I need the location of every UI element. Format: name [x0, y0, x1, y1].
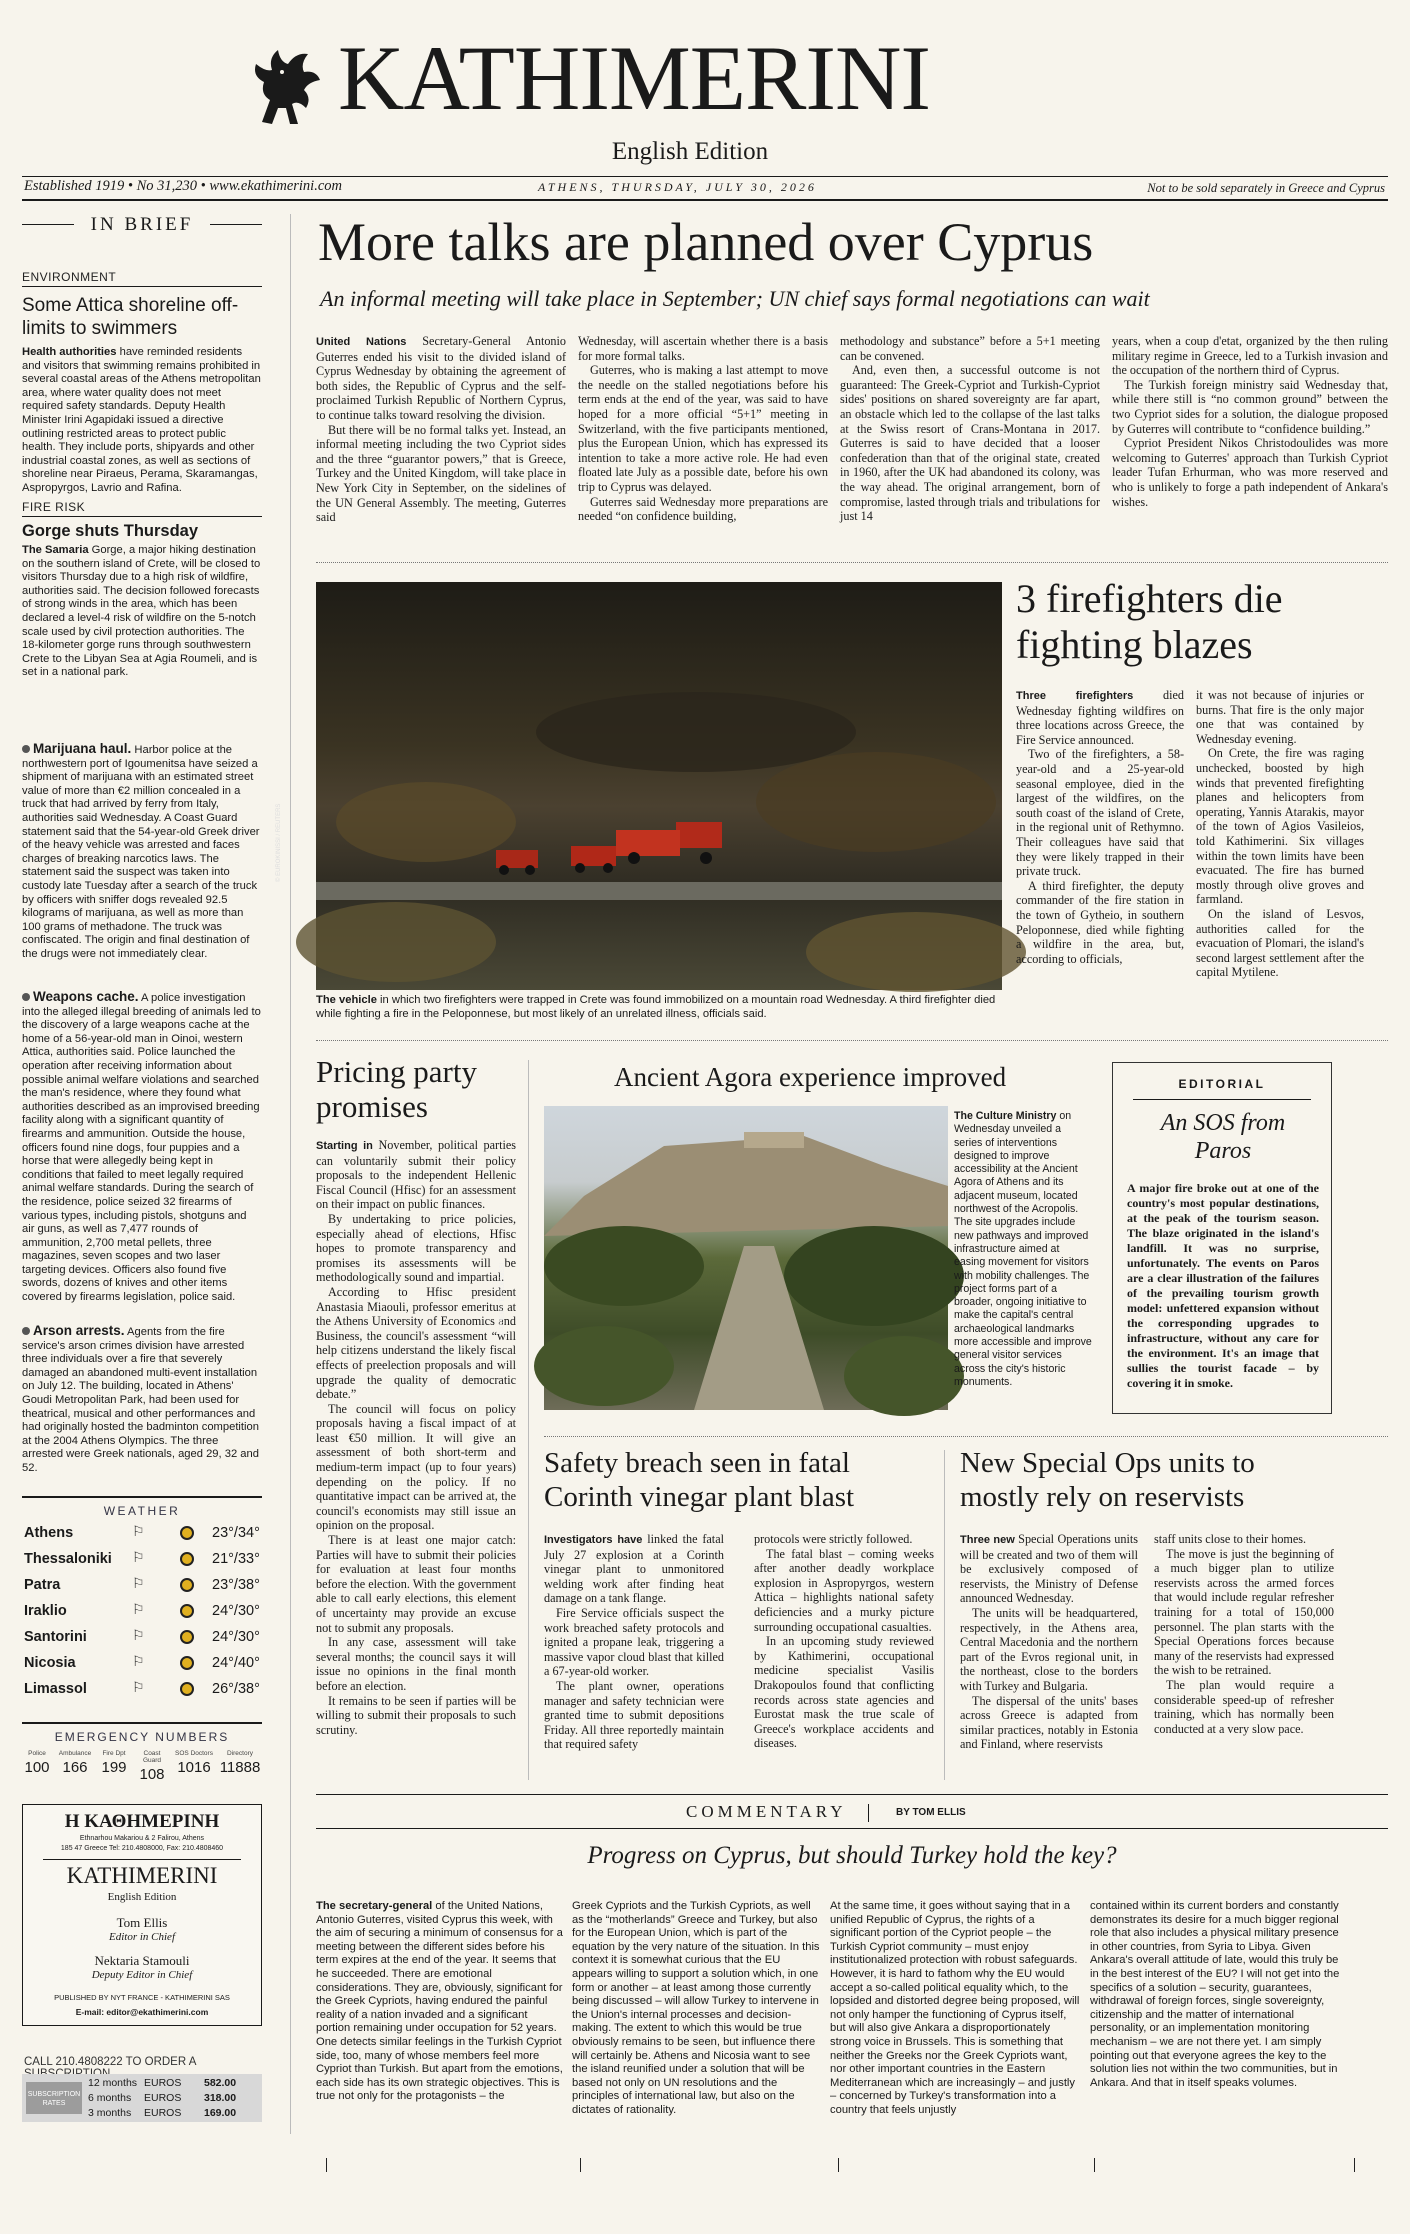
- environment-label: ENVIRONMENT: [22, 270, 117, 284]
- lead-paragraph: Guterres, who is making a last attempt to move the needle on the stalled negotiations before his term ends at the end of the year, was said to have hoped for a more official “5+1” meeting in Switzerland, with the five participants mentioned, plus the European Union, which has expressed its intention to take a more active role. He had even floated late July as a possible date, before his own trip to Cyprus was delayed.: [578, 363, 828, 494]
- shoreline-text: have reminded residents and visitors that swimming remains prohibited in several coastal areas of the Athens metropolitan area, where water quality does not meet required safety standards. Deputy Health Minister Irini Agapidaki issued a directive outlining restricted areas to protect public health. They include ports, shipyards and other industrial coastal zones, as well as sections of shoreline near Piraeus, Perama, Skaramangas, Aspropyrgos, Lavrio and Rafina.: [22, 346, 261, 494]
- specops-paragraph: The plan would require a considerable speed-up of refresher training, which has normally been conducted at a very slow pace.: [1154, 1677, 1334, 1736]
- specops-story: [960, 1446, 1340, 1786]
- weather-temp: 23°/34°: [212, 1525, 260, 1541]
- fire-photo-credit: © EUROKINISSI / REUTERS: [276, 803, 282, 882]
- weather-city: Iraklio: [24, 1603, 67, 1619]
- crop-marks: [0, 2150, 1410, 2210]
- wind-icon: ⚐: [132, 1550, 145, 1566]
- commentary-col-3: [830, 1900, 1082, 2118]
- imprint-deputy-role: Deputy Editor in Chief: [91, 1969, 193, 1981]
- caption-text: in which two firefighters were trapped in Crete was found immobilized on a mountain road Wednesday. A third firefighter died while fighting a fire in the Peloponnese, but most likely of an unrelated illness, officials said.: [316, 994, 996, 1020]
- specops-paragraph: The move is just the beginning of a much bigger plan to utilize reservists across the armed forces that would include regular refresher training for a total of 150,000 personnel. The plan starts with the Special Operations forces because many of the reservists had expressed the wish to be retrained.: [1154, 1546, 1334, 1678]
- specops-paragraph: Special Operations units will be created and two of them will be exclusively composed of reservists, the Ministry of Defense announced Wednesday.: [960, 1532, 1139, 1606]
- shoreline-body: [22, 346, 262, 496]
- agora-body: [954, 1110, 1092, 1389]
- masthead-title: KATHIMERINI: [338, 27, 931, 129]
- lead-paragraph: Guterres said Wednesday more preparations are needed “on confidence building,: [578, 494, 828, 524]
- lead-headline: More talks are planned over Cyprus: [318, 212, 1094, 272]
- imprint-box: [22, 1804, 262, 2026]
- lead-deck: An informal meeting will take place in September; UN chief says formal negotiations can wait: [320, 286, 1150, 311]
- lead-col-2: [578, 334, 828, 524]
- gorge-text: Gorge, a major hiking destination on the southern island of Crete, will be closed to visitors Thursday due to a high risk of wildfire, authorities said. The decision followed forecasts of strong winds in the area, which has been declared a level-4 risk of wildfire on the 5-notch scale used by civil protection authorities. The 18-kilometer gorge runs through southwestern Crete to the Libyan Sea at Agia Roumeli, and is set in a national park.: [22, 544, 261, 679]
- safety-col-2: [754, 1532, 934, 1751]
- agora-story: [500, 1054, 1092, 1424]
- emergency-number: 1016: [177, 1759, 211, 1776]
- weather-row: [22, 1676, 262, 1702]
- in-brief-header: IN BRIEF: [90, 214, 194, 235]
- emergency-number: 108: [139, 1766, 165, 1783]
- pricing-headline: Pricing party promises: [316, 1054, 477, 1124]
- pricing-paragraph: There is at least one major catch: Parties will have to submit their policies for evaluation at least four months before the election. With the government able to call early elections, this element of uncertainty may provide an excuse not to submit any proposals.: [316, 1533, 516, 1635]
- fire-caption: [316, 994, 1002, 1021]
- emergency-number: 199: [101, 1759, 127, 1776]
- fire-paragraph: died Wednesday fighting wildfires on three locations across Greece, the Fire Service announced.: [1016, 688, 1184, 747]
- subscription-label: SUBSCRIPTION RATES: [26, 2082, 82, 2114]
- bullet-icon: [22, 1327, 30, 1335]
- imprint-editor-role: Editor in Chief: [109, 1931, 175, 1943]
- fire-paragraph: On Crete, the fire was raging unchecked, boosted by high winds that prevented firefighting planes and helicopters from operating, Yannis Atarakis, mayor of the town of Agios Vasileios, told Kathimerini. Six villages within the town limits have been evacuated. The fire has burned mostly through olive groves and farmland.: [1196, 746, 1364, 907]
- emergency-number: 100: [24, 1759, 50, 1776]
- commentary-paragraph: of the United Nations, Antonio Guterres, visited Cyprus this week, with the aim of securing a minimum of consensus for a meeting between the different sides before his term expires at the end of the year. It seems that he succeeded. There are emotional considerations. They are, obviously, significant for the Greek Cypriots, having endured the painful reality of a nation invaded and a significant portion remaining under occupation for 52 years. One detects similar feelings in the Turkish Cypriot side, too, many of whose members feel more Cypriot than Turkish. But apart from the emotions, each side has its own strategic objectives. This is true not only for the protagonists – the: [316, 1900, 563, 2103]
- agora-text: on Wednesday unveiled a series of interventions designed to improve accessibility at the Ancient Agora of Athens and its adjacent museum, located northwest of the Acropolis. The site upgrades include new pathways and improved infrastructure aimed at easing movement for visitors with mobility challenges. The project forms part of a broader, ongoing initiative to make the capital's central archaeological landmarks more accessible and improve general visitor services across the city's historic monuments.: [954, 1110, 1092, 1388]
- griffin-logo-icon: [242, 42, 328, 130]
- agora-scene-illustration: [544, 1106, 948, 1410]
- emergency-number: 11888: [219, 1759, 261, 1776]
- weather-row: [22, 1572, 262, 1598]
- sun-icon: [180, 1578, 194, 1592]
- lead-col-4: [1112, 334, 1388, 509]
- safety-paragraph: In an upcoming study reviewed by Kathimerini, occupational medicine specialist Vasilis Drakopoulos found that conflicting records across state agencies and Eurostat mask the true scale of Greece's workplace accidents and diseases.: [754, 1634, 934, 1751]
- marijuana-head: Marijuana haul.: [33, 741, 132, 756]
- weapons-text: A police investigation into the alleged illegal breeding of animals led to the discovery of a large weapons cache at the home of a 56-year-old man in Oinoi, western Attica, authorities said. Police launched the operation after receiving information about possible animal welfare violations and searched the man's residence, where they found what authorities described as an improvised breeding facility along with a significant quantity of firearms and ammunition. Outside the house, officers found nine dogs, four puppies and a horse that were allegedly being kept in conditions that failed to meet legally required animal welfare standards. During the search of the residence, police seized 32 firearms of various types, including pistols, shotguns and air guns, as well as 7,477 rounds of ammunition, 2,700 metal pellets, three magazines, seven scopes and two laser targeting devices. Officers also found five swords, dozens of knives and other items covered by firearms legislation, police said.: [22, 992, 261, 1304]
- sale-notice: Not to be sold separately in Greece and Cyprus: [1147, 181, 1385, 195]
- weapons-head: Weapons cache.: [33, 989, 139, 1004]
- lead-story: [316, 210, 1388, 546]
- commentary-paragraph: At the same time, it goes without saying that in a unified Republic of Cyprus, the rights of a significant portion of the Cypriot people – the Turkish Cypriot community – must enjoy institutionalized protection with robust safeguards. However, it is hard to fathom why the EU would accept a so-called political equality which, to the lopsided and distorted degree being proposed, will not only hamper the functioning of Cyprus itself, but will also give Ankara a disproportionately strong voice in Brussels. This is something that neither the Greeks nor the Greek Cypriots want, nor other important countries in the Eastern Mediterranean which are increasingly – and justly – concerned by Turkey's transformation into a country that feels unjustly: [830, 1900, 1080, 2116]
- imprint-paper: KATHIMERINI: [66, 1863, 218, 1888]
- brief-weapons: [22, 990, 262, 1305]
- weather-row: [22, 1650, 262, 1676]
- pricing-dropin: Starting in: [316, 1140, 373, 1152]
- fire-col-1: [1016, 688, 1184, 966]
- imprint-email: E-mail: editor@ekathimerini.com: [75, 2007, 209, 2017]
- imprint-deputy: Nektaria Stamouli: [94, 1953, 190, 1968]
- lead-col-3: [840, 334, 1100, 524]
- imprint-address: Ethnarhou Makariou & 2 Falirou, Athens: [79, 1835, 205, 1842]
- safety-paragraph: Fire Service officials suspect the work breached safety protocols and ignited a propane leak, triggering a massive vapor cloud blast that killed a 67-year-old worker.: [544, 1605, 724, 1679]
- brief-arson: [22, 1324, 262, 1476]
- commentary-paragraph: contained within its current borders and constantly demonstrates its desire for a much bigger regional role that also includes a physical military presence in other countries, from Syria to Libya. Given Ankara's overall attitude of late, would this truly be in the best interest of the EU? I will not get into the specifics of a solution – security, guarantees, withdrawal of foreign forces, single sovereignty, citizenship and the matter of international personality, or an implementation monitoring mechanism – we are not there yet. I am simply pointing out that everyone agrees the key to the solution lies not within the two communities, but in Ankara. And that in itself speaks volumes.: [1090, 1900, 1340, 2089]
- fire-paragraph: it was not because of injuries or burns. That fire is the only major one that was contained by Wednesday evening.: [1196, 688, 1364, 746]
- fire-story: [276, 576, 1388, 1026]
- specops-headline: New Special Ops units to mostly rely on reservists: [960, 1447, 1255, 1513]
- sub-price: 582.00: [204, 2077, 237, 2089]
- pricing-paragraph: It remains to be seen if parties will be willing to submit their proposals to such scrutiny.: [316, 1693, 516, 1737]
- dateline: ATHENS, THURSDAY, JULY 30, 2026: [538, 180, 817, 194]
- commentary-section: [316, 1794, 1388, 2134]
- commentary-headline: Progress on Cyprus, but should Turkey hold the key?: [587, 1842, 1117, 1869]
- sub-period: 12 months: [88, 2077, 138, 2089]
- weather-row: [22, 1520, 262, 1546]
- wind-icon: ⚐: [132, 1602, 145, 1618]
- specops-col-2: [1154, 1532, 1334, 1736]
- brief-marijuana: [22, 742, 262, 962]
- agora-dropin: The Culture Ministry: [954, 1110, 1057, 1122]
- emergency-number: 166: [62, 1759, 88, 1776]
- editorial-title: An SOS from Paros: [1160, 1110, 1286, 1164]
- safety-paragraph: The fatal blast – coming weeks after another deadly workplace explosion in Aspropyrgos, western Attica – highlights national safety deficiencies and a murky picture surrounding occupational casualties.: [754, 1546, 934, 1634]
- caption-lead: The vehicle: [316, 994, 377, 1006]
- weather-box: [22, 1496, 262, 1708]
- emergency-box: [22, 1722, 262, 1783]
- fire-paragraph: On the island of Lesvos, authorities called for the evacuation of Plomari, the island's second largest settlement after the capital Mytilene.: [1196, 906, 1364, 980]
- commentary-col-4: [1090, 1900, 1346, 2090]
- weather-city: Limassol: [24, 1681, 87, 1697]
- commentary-paragraph: Greek Cypriots and the Turkish Cypriots, as well as the “motherlands” Greece and Turkey, but also for the European Union, which is part of the equation by the very nature of the situation. In this context it is somewhat curious that the EU appears willing to support a solution which, in one form or another – at least among those currently being discussed – will allow Turkey to intervene in the Union's internal processes and decision-making. The extent to which this would be true obviously remains to be seen, but influence there will certainly be. Athens and Nicosia want to see the island reunified under a solution that will be based not only on UN resolutions and the principles of international law, but also on the dictates of rationality.: [572, 1900, 820, 2116]
- safety-dropin: Investigators have: [544, 1534, 643, 1546]
- sun-icon: [180, 1656, 194, 1670]
- lead-paragraph: Wednesday, will ascertain whether there is a basis for more formal talks.: [578, 334, 828, 363]
- pricing-paragraph: According to Hfisc president Anastasia Miaouli, professor emeritus at the Athens University of Economics and Business, the council's assessment “will help citizens understand the likely fiscal effects of preelection proposals and will upgrade the quality of democratic debate.”: [316, 1284, 516, 1402]
- fire-paragraph: Two of the firefighters, a 58-year-old and a 25-year-old seasonal employee, died in the largest of the wildfires, on the south coast of the island of Crete, in the regional unit of Rethymno. Their colleagues have said that they were likely trapped in their private truck.: [1016, 747, 1184, 879]
- lead-dropin: United Nations: [316, 336, 407, 348]
- pricing-paragraph: The council will focus on policy proposals having a fiscal impact of at least €50 million. It will give an assessment of both short-term and medium-term impact (up to four years) depending on the policy. If no quantitative impact can be arrived at, the council's economists may still issue an opinion on the proposal.: [316, 1401, 516, 1533]
- emergency-label: SOS Doctors: [175, 1750, 213, 1757]
- safety-col-1: [544, 1532, 724, 1752]
- subscription-row: [88, 2077, 258, 2089]
- weather-row: [22, 1598, 262, 1624]
- weather-temp: 26°/38°: [212, 1681, 260, 1697]
- sub-price: 318.00: [204, 2092, 237, 2104]
- sun-icon: [180, 1552, 194, 1566]
- lead-paragraph: And, even then, a successful outcome is not guaranteed: The Greek-Cypriot and Turkish-Cypriot sides' positions on shared sovereignty are far apart, an obstacle which led to the collapse of the last talks at the Swiss resort of Crans-Montana in 2017. Guterres is said to have decided that a looser confederation than that of the original state, created in 1960, after the UK had abandoned its colony, was the way ahead. The original arrangement, born of compromise, lasted through trials and tribulations for just 14: [840, 363, 1100, 524]
- pricing-paragraph: November, political parties can voluntarily submit their policy proposals to the independent Hellenic Fiscal Council (Hfisc) for an assessment on their impact on public finances.: [316, 1138, 517, 1212]
- imprint-edition: English Edition: [107, 1891, 177, 1903]
- fire-paragraph: A third firefighter, the deputy commander of the fire station in the town of Gytheio, in southern Peloponnese, died while fighting a wildfire in the area, but, according to officials,: [1016, 878, 1184, 966]
- imprint-editor: Tom Ellis: [116, 1915, 168, 1930]
- sub-currency: EUROS: [144, 2077, 182, 2089]
- fire-scene-illustration: [316, 582, 1002, 990]
- marijuana-text: Harbor police at the northwestern port of Igoumenitsa have seized a shipment of marijuana with an estimated street value of more than €2 million concealed in a truck that had arrived by ferry from Italy, authorities said Wednesday. A Coast Guard statement said that the 54-year-old Greek driver of the heavy vehicle was arrested and faces charges of breaking narcotics laws. The statement said the suspect was taken into custody late Tuesday after a search of the truck by officers with sniffer dogs revealed 92.5 kilograms of marijuana, as well as more than 100 grams of methadone. The truck was confiscated. The origin and final destination of the drugs were not immediately clear.: [22, 744, 260, 960]
- weather-temp: 24°/30°: [212, 1603, 260, 1619]
- sun-icon: [180, 1604, 194, 1618]
- lead-paragraph: years, when a coup d'etat, organized by the then ruling military regime in Greece, led to a Turkish invasion and the occupation of the northern third of Cyprus.: [1112, 334, 1388, 378]
- editorial-box: [1112, 1062, 1332, 1414]
- commentary-dropin: The secretary-general: [316, 1900, 433, 1912]
- specops-col-1: [960, 1532, 1138, 1752]
- gorge-body: [22, 544, 262, 680]
- emergency-label: Ambulance: [58, 1750, 92, 1757]
- gorge-headline: Gorge shuts Thursday: [22, 522, 199, 540]
- lead-col-1: [316, 334, 566, 525]
- shoreline-headline: Some Attica shoreline off-limits to swimmers: [22, 295, 239, 339]
- imprint-publisher: PUBLISHED BY NYT FRANCE - KATHIMERINI SAS: [54, 1993, 230, 2002]
- weather-temp: 24°/40°: [212, 1655, 260, 1671]
- sub-period: 3 months: [88, 2107, 132, 2119]
- fire-col-2: [1196, 688, 1364, 980]
- wind-icon: ⚐: [132, 1524, 145, 1540]
- emergency-item: [134, 1750, 170, 1783]
- specops-paragraph: staff units close to their homes.: [1154, 1532, 1307, 1546]
- emergency-item: [22, 1750, 52, 1776]
- emergency-label: Police: [28, 1750, 46, 1757]
- wind-icon: ⚐: [132, 1654, 145, 1670]
- pricing-story: [316, 1054, 516, 1774]
- weather-city: Athens: [24, 1525, 74, 1541]
- weather-row: [22, 1546, 262, 1572]
- commentary-label: COMMENTARY: [686, 1802, 847, 1821]
- emergency-item: [174, 1750, 214, 1776]
- bullet-icon: [22, 745, 30, 753]
- safety-paragraph: protocols were strictly followed.: [754, 1532, 913, 1546]
- agora-photo-credit: © ATHENS / EUROKINISSI: [500, 1262, 506, 1336]
- specops-dropin: Three new: [960, 1534, 1015, 1546]
- sun-icon: [180, 1526, 194, 1540]
- agora-photo: [500, 1106, 948, 1410]
- sub-currency: EUROS: [144, 2092, 182, 2104]
- weather-temp: 21°/33°: [212, 1551, 260, 1567]
- wind-icon: ⚐: [132, 1628, 145, 1644]
- commentary-col-2: [572, 1900, 822, 2118]
- weather-temp: 23°/38°: [212, 1577, 260, 1593]
- arson-text: Agents from the fire service's arson crimes division have arrested three individuals over a fire that severely damaged an abandoned multi-event installation on July 12. The building, located in Athens' Goudi Metropolitan Park, had been used for theatrical, musical and other performances and had originally hosted the badminton competition at the 2004 Athens Olympics. The three arrested were Greek nationals, aged 29, 32 and 52.: [22, 1326, 259, 1474]
- editorial-label: EDITORIAL: [1178, 1077, 1266, 1091]
- specops-paragraph: The units will be headquartered, respectively, in the Athens area, Central Macedonia and the northern part of the Evros regional unit, in the northeast, close to the borders with Turkey and Bulgaria.: [960, 1605, 1138, 1693]
- emergency-item: [98, 1750, 130, 1776]
- weather-city: Santorini: [24, 1629, 87, 1645]
- weather-city: Patra: [24, 1577, 61, 1593]
- safety-headline: Safety breach seen in fatal Corinth vinegar plant blast: [544, 1447, 855, 1513]
- pricing-paragraph: By undertaking to price policies, especially ahead of elections, Hfisc hopes to promote transparency and promises its assessments will be methodologically sound and impartial.: [316, 1211, 516, 1285]
- emergency-label: Fire Dpt: [102, 1750, 126, 1757]
- sun-icon: [180, 1630, 194, 1644]
- sun-icon: [180, 1682, 194, 1696]
- shoreline-lead: Health authorities: [22, 346, 117, 358]
- safety-paragraph: linked the fatal July 27 explosion at a Corinth vinegar plant to unmonitored welding work after finding heat damage on a tank flange.: [544, 1532, 724, 1606]
- masthead: [0, 0, 1410, 200]
- weather-row: [22, 1624, 262, 1650]
- arson-head: Arson arrests.: [33, 1323, 125, 1338]
- subscription-box: [22, 2046, 262, 2122]
- subscription-row: [88, 2107, 258, 2119]
- editorial-text: A major fire broke out at one of the country's most popular destinations, at the peak of the tourism season. The blaze originated in the island's landfill. It was no surprise, unfortunately. The events on Paros are a clear illustration of the failures of the prevailing tourism growth model: unfettered expansion without the corresponding upgrades to infrastructure, without any care for the environment. It's an image that sullies the tourist facade – by covering it in smoke.: [1127, 1181, 1319, 1390]
- weather-city: Nicosia: [24, 1655, 76, 1671]
- wind-icon: ⚐: [132, 1680, 145, 1696]
- sub-period: 6 months: [88, 2092, 132, 2104]
- weather-temp: 24°/30°: [212, 1629, 260, 1645]
- fire-risk-label: FIRE RISK: [22, 500, 86, 514]
- sub-price: 169.00: [204, 2107, 237, 2119]
- masthead-edition: English Edition: [611, 138, 769, 165]
- agora-headline: Ancient Agora experience improved: [614, 1062, 1007, 1092]
- emergency-item: [218, 1750, 262, 1776]
- weather-city: Thessaloniki: [24, 1551, 112, 1567]
- emergency-item: [56, 1750, 94, 1776]
- gorge-lead: The Samaria: [22, 544, 89, 556]
- fire-truck-photo: [276, 582, 1002, 990]
- emergency-label: Coast Guard: [142, 1750, 162, 1764]
- fire-dropin: Three firefighters: [1016, 690, 1134, 702]
- greek-title: Η ΚΑΘΗΜΕΡΙΝΗ: [64, 1811, 220, 1832]
- emergency-header: EMERGENCY NUMBERS: [54, 1730, 230, 1744]
- commentary-byline: BY TOM ELLIS: [896, 1807, 966, 1818]
- safety-story: [544, 1446, 934, 1786]
- lead-paragraph: Cypriot President Nikos Christodoulides was more welcoming to Guterres' approach than Turkish Cypriot leader Tufan Erhurman, who was more reserved and who is unlikely to forge a path independent of Ankara's wishes.: [1112, 436, 1388, 509]
- lead-paragraph: methodology and substance” before a 5+1 meeting can be convened.: [840, 334, 1100, 363]
- imprint-phones: 185 47 Greece Tel: 210.4808000, Fax: 210.4808460: [60, 1845, 224, 1852]
- lead-paragraph: But there will be no formal talks yet. Instead, an informal meeting including the two Cypriot sides and the three “guarantor powers,” that is Greece, Turkey and the United Kingdom, will take place in New York City in September, on the sidelines of the UN General Assembly. The meeting, Guterres said: [316, 422, 566, 525]
- sub-currency: EUROS: [144, 2107, 182, 2119]
- specops-paragraph: The dispersal of the units' bases across Greece is adapted from similar practices, notably in Estonia and Finland, where reservists: [960, 1693, 1138, 1752]
- established-line: Established 1919 • No 31,230 • www.ekathimerini.com: [24, 178, 342, 194]
- lead-paragraph: Secretary-General Antonio Guterres ended his visit to the divided island of Cyprus Wednesday by obtaining the agreement of both sides, the Republic of Cyprus and the self-proclaimed Turkish Republic of Northern Cyprus, to continue talks toward resolving the division.: [316, 334, 566, 422]
- pricing-paragraph: In any case, assessment will take several months; the council says it will issue no opinions in the final month before an election.: [316, 1635, 516, 1693]
- subscription-row: [88, 2092, 258, 2104]
- commentary-col-1: [316, 1900, 564, 2104]
- fire-headline: 3 firefighters die fighting blazes: [1016, 576, 1283, 667]
- emergency-label: Directory: [226, 1750, 253, 1757]
- weather-header: WEATHER: [103, 1504, 181, 1518]
- safety-paragraph: The plant owner, operations manager and safety technician were granted time to submit depositions Friday. All three reportedly maintain that required safety: [544, 1678, 724, 1752]
- wind-icon: ⚐: [132, 1576, 145, 1592]
- pricing-body: [316, 1138, 516, 1737]
- bullet-icon: [22, 993, 30, 1001]
- lead-paragraph: The Turkish foreign ministry said Wednesday that, while there still is “no common ground” between the two Cypriot sides for a solution, the dialogue proposed by Guterres will contribute to “confidence building.”: [1112, 377, 1388, 436]
- subscription-header: CALL 210.4808222 TO ORDER A: [24, 2056, 196, 2068]
